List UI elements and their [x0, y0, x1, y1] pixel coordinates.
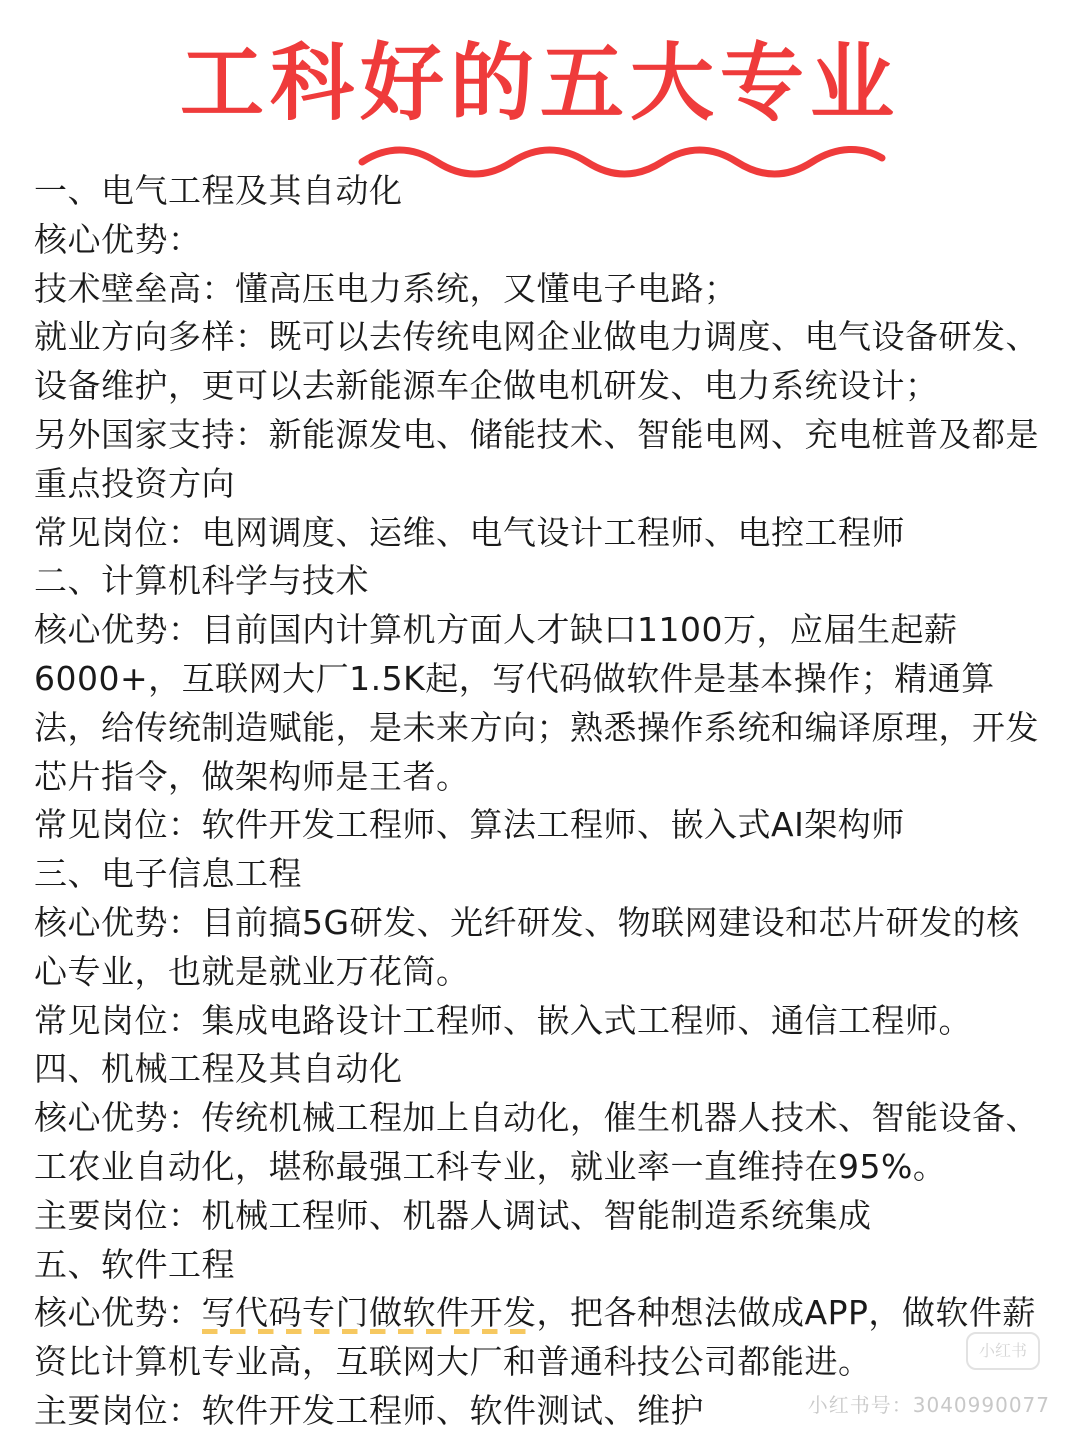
jobs-text: 主要岗位：软件开发工程师、软件测试、维护: [34, 1390, 704, 1430]
advantage-text: 核心优势：传统机械工程加上自动化，催生机器人技术、智能设备、工农业自动化，堪称最强工科专业，就业率一直维持在95%。: [34, 1098, 1039, 1186]
section-heading: 五、软件工程: [34, 1244, 235, 1284]
advantage-text: 核心优势：目前国内计算机方面人才缺口1100万，应届生起薪6000+，互联网大厂1.5K起，写代码做软件是基本操作；精通算法，给传统制造赋能，是未来方向；熟悉操作系统和编译原理，开发芯片指令，做架构师是王者。: [34, 610, 1039, 796]
article-body: [34, 167, 1050, 1436]
advantage-text: 技术壁垒高：懂高压电力系统，又懂电子电路；: [34, 268, 738, 308]
advantage-prefix: 核心优势：: [34, 1293, 202, 1333]
advantage-text: 核心优势：目前搞5G研发、光纤研发、物联网建设和芯片研发的核心专业，也就是就业万花筒。: [34, 902, 1020, 991]
advantage-label: 核心优势：: [34, 219, 202, 259]
advantage-rest: ，把各种想法做成APP，做软件薪资比计算机专业高，互联网大厂和普通科技公司都能进。: [34, 1293, 1036, 1382]
jobs-text: 常见岗位：软件开发工程师、算法工程师、嵌入式AI架构师: [34, 805, 905, 845]
section-heading: 二、计算机科学与技术: [34, 561, 369, 601]
jobs-text: 常见岗位：电网调度、运维、电气设计工程师、电控工程师: [34, 512, 905, 552]
jobs-text: 主要岗位：机械工程师、机器人调试、智能制造系统集成: [34, 1195, 872, 1235]
page-title: 工科好的五大专业: [179, 34, 900, 132]
highlighted-phrase: 写代码专门做软件开发: [201, 1293, 537, 1333]
watermark-text: 小红书号：3040990077: [807, 1393, 1050, 1417]
jobs-text: 常见岗位：集成电路设计工程师、嵌入式工程师、通信工程师。: [34, 1000, 972, 1040]
section-heading: 三、电子信息工程: [34, 854, 302, 894]
advantage-text: [34, 1289, 1050, 1387]
section-heading: 四、机械工程及其自动化: [34, 1049, 403, 1089]
advantage-text: 就业方向多样：既可以去传统电网企业做电力调度、电气设备研发、设备维护，更可以去新能源车企做电机研发、电力系统设计；: [34, 317, 1039, 406]
section-heading: 一、电气工程及其自动化: [34, 171, 403, 210]
watermark-logo: 小红书: [966, 1332, 1040, 1370]
advantage-text: 另外国家支持：新能源发电、储能技术、智能电网、充电桩普及都是重点投资方向: [34, 414, 1039, 503]
